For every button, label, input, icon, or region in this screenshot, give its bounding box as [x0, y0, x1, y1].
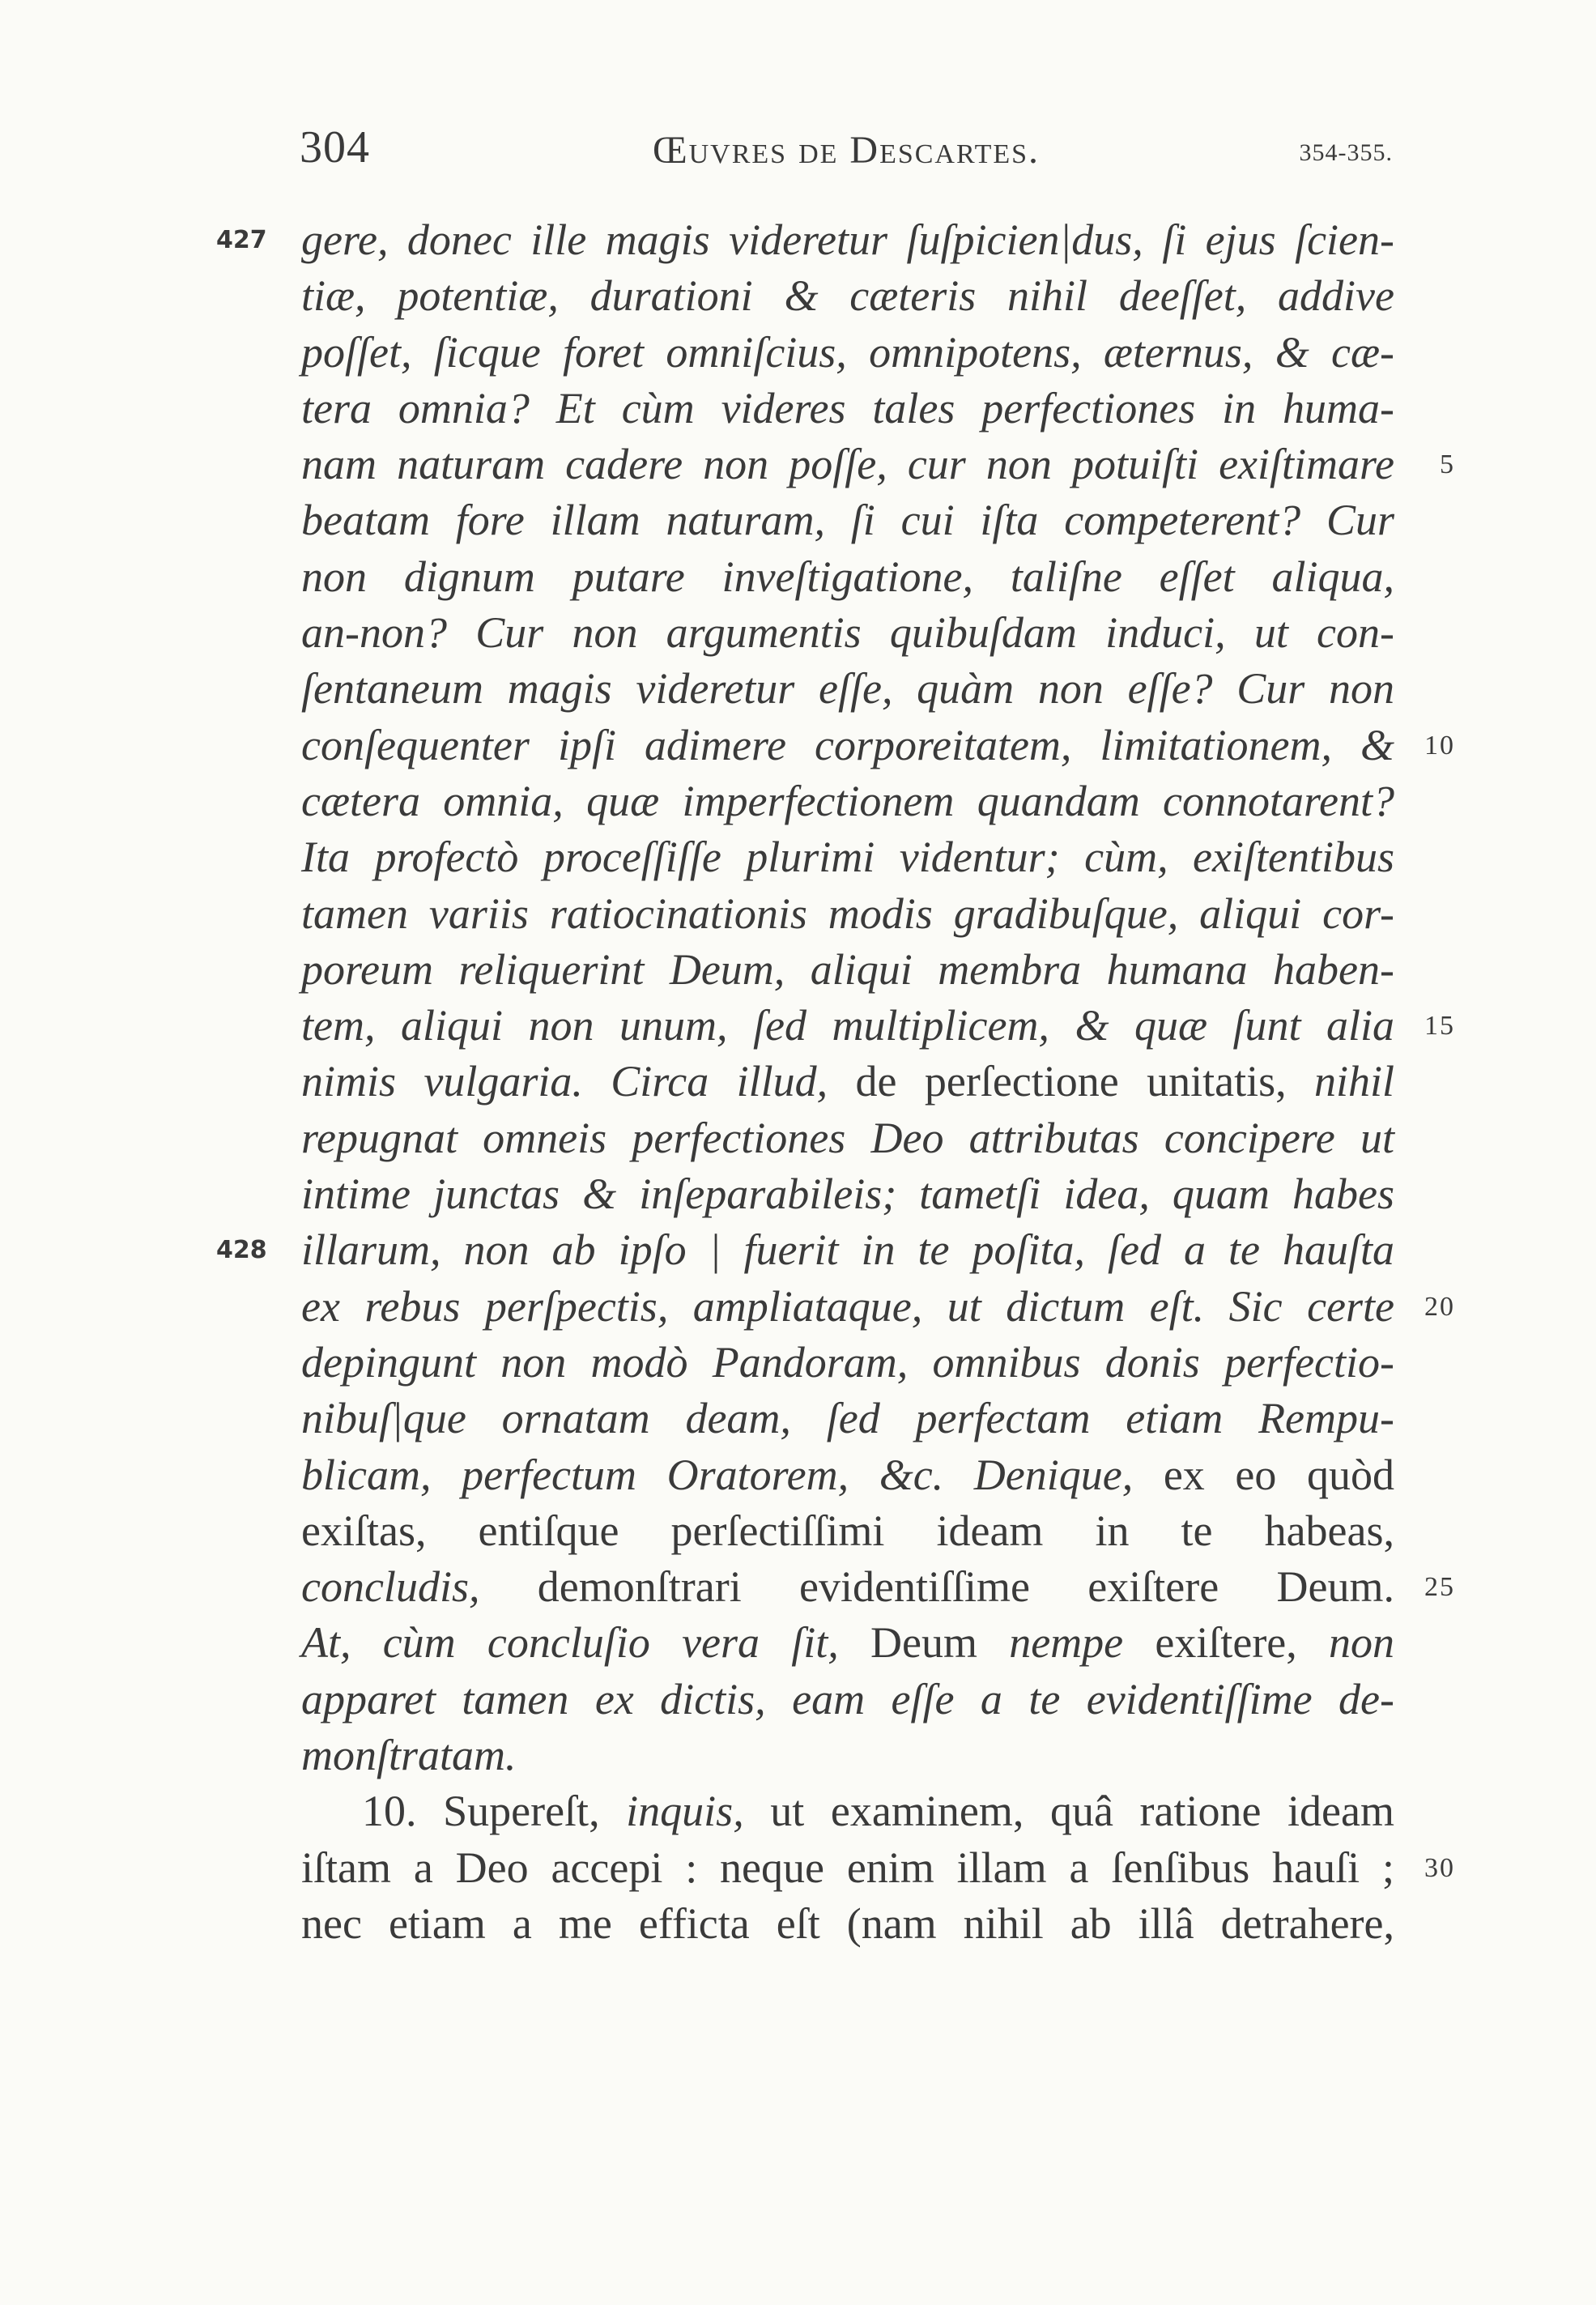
text-line: nimis vulgaria. Circa illud, de perſectione unitatis, nihil [301, 1057, 1395, 1106]
page-range: 354-355. [1299, 139, 1393, 166]
text-line: Ita profectò proceſſiſſe plurimi videntur; cùm, exiſtentibus [301, 833, 1394, 882]
text-line: beatam fore illam naturam, ſi cui iſta competerent? Cur [301, 496, 1394, 545]
text-line: iſtam a Deo accepi : neque enim illam a ſenſibus hauſi ; 30 [301, 1840, 1394, 1896]
line-number: 10 [1424, 730, 1455, 761]
text-line: nec etiam a me efficta eſt (nam nihil ab illâ detrahere, [301, 1898, 1394, 1948]
text-line: exiſtas, entiſque perſectiſſimi ideam in te habeas, [301, 1506, 1394, 1555]
text-line: tamen variis ratiocinationis modis gradibuſque, aliqui cor- [301, 888, 1394, 938]
text-line: tera omnia? Et cùm videres tales perfectiones in huma- [301, 383, 1394, 432]
text-line: blicam, perfectum Oratorem, &c. Denique, ex eo quòd [301, 1450, 1394, 1499]
text-line: ex rebus perſpectis, ampliataque, ut dictum eſt. Sic certe 20 [301, 1279, 1394, 1335]
text-line: poſſet, ſicque foret omniſcius, omnipotens, æternus, & cæ- [301, 327, 1394, 377]
text-line: non dignum putare inveſtigatione, taliſne eſſet aliqua, [301, 552, 1394, 601]
page-header [300, 121, 1393, 186]
line-number: 25 [1424, 1572, 1455, 1603]
text-line: tiæ, potentiæ, durationi & cæteris nihil deeſſet, addive [301, 271, 1394, 321]
text-line: intime junctas & inſeparabileis; tametſi idea, quam habes [301, 1170, 1394, 1219]
text-line: nibuſ|que ornatam deam, ſed perfectam etiam Rempu- [301, 1394, 1394, 1443]
text-line: cætera omnia, quæ imperfectionem quandam connotarent? [301, 776, 1394, 825]
line-number: 15 [1424, 1011, 1455, 1042]
line-number: 30 [1424, 1852, 1455, 1883]
page-number: 304 [300, 122, 370, 173]
body-text [216, 212, 1455, 1952]
text-line: poreum reliquerint Deum, aliqui membra humana haben- [301, 944, 1394, 994]
text-line: apparet tamen ex dictis, eam eſſe a te evidentiſſime de- [301, 1674, 1394, 1723]
text-line: concludis, demonſtrari evidentiſſime exiſtere Deum. 25 [301, 1559, 1394, 1615]
text-line: repugnat omneis perfectiones Deo attributas concipere ut [301, 1113, 1394, 1162]
line-number: 20 [1424, 1291, 1455, 1322]
line-number: 5 [1440, 449, 1455, 480]
text-line: nam naturam cadere non poſſe, cur non potuiſti exiſtimare 5 [301, 437, 1394, 492]
text-line: tem, aliqui non unum, ſed multiplicem, & quæ ſunt alia 15 [301, 998, 1394, 1054]
text-line: 10. Supereſt, inquis, ut examinem, quâ ratione ideam [362, 1787, 1394, 1836]
margin-reference: 428 [216, 1236, 267, 1265]
running-title: Œuvres de Descartes. [652, 129, 1041, 172]
text-line: an-non? Cur non argumentis quibuſdam induci, ut con- [301, 608, 1394, 658]
text-line: 427 gere, donec ille magis videretur ſuſpicien|dus, ſi ejus ſcien- [301, 212, 1394, 268]
text-line: conſequenter ipſi adimere corporeitatem, limitationem, & 10 [301, 718, 1394, 773]
text-line: At, cùm concluſio vera ſit, Deum nempe exiſtere, non [301, 1618, 1394, 1668]
text-line: ſentaneum magis videretur eſſe, quàm non eſſe? Cur non [301, 664, 1394, 714]
text-line: monſtratam. [301, 1731, 517, 1780]
margin-reference: 427 [216, 226, 267, 254]
text-line: depingunt non modò Pandoram, omnibus donis perfectio- [301, 1337, 1394, 1387]
text-line: 428 illarum, non ab ipſo | fuerit in te poſita, ſed a te hauſta [301, 1222, 1394, 1278]
